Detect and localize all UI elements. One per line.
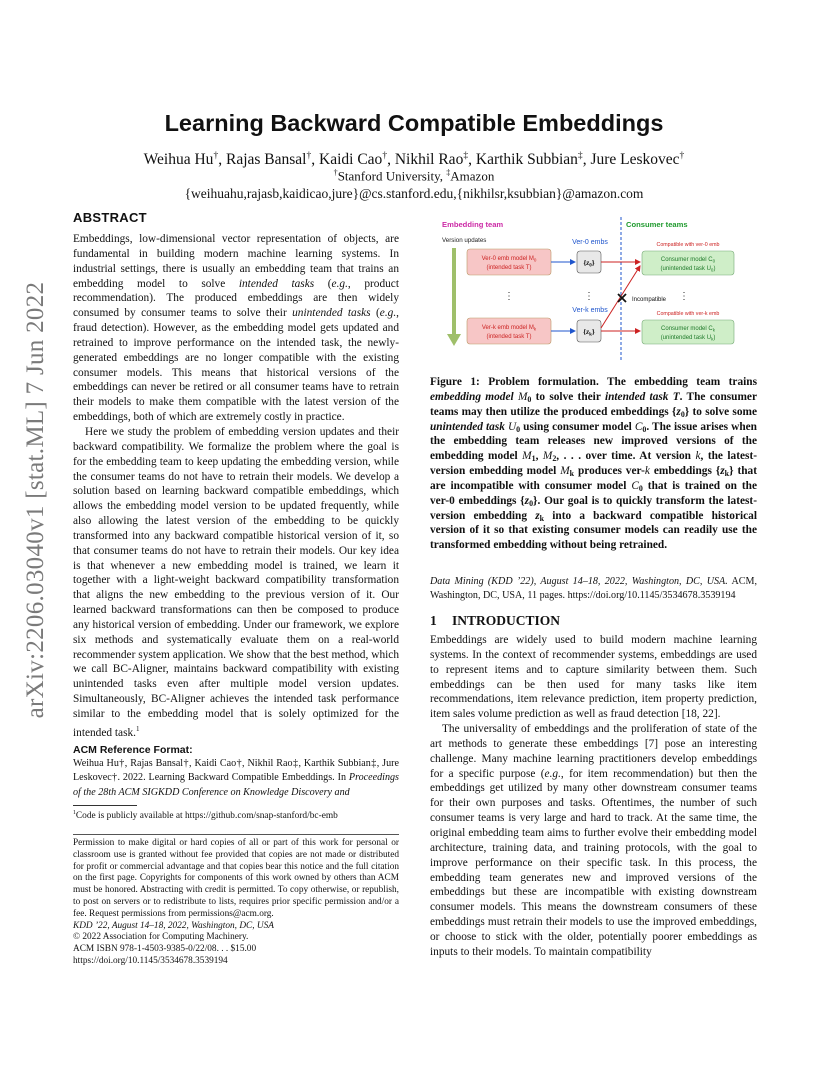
- italic-text: C: [634, 420, 643, 433]
- italic-text: z: [535, 509, 540, 522]
- author: Karthik Subbian: [475, 151, 578, 169]
- figure-caption: [430, 375, 757, 553]
- italic-text: Data Mining (KDD ’22), August 14–18, 2022, Washington, DC, USA.: [430, 576, 728, 587]
- z0-label: $\{z_0\}$: [583, 258, 595, 269]
- ver0-model-box: [467, 249, 551, 275]
- version-arrow-head: [447, 334, 461, 346]
- permission-line: [73, 956, 399, 968]
- subscript: 1: [531, 454, 536, 464]
- permission-rule: [73, 834, 399, 835]
- affiliation: Amazon: [450, 168, 495, 184]
- text-run: ACM ISBN 978-1-4503-9385-0/22/08. . . $15.00: [73, 944, 257, 955]
- footnote-text: Code is publicly available at https://github.com/snap-stanford/bc-emb: [75, 811, 338, 822]
- text-run: Figure 1: Problem formulation. The embedding team trains: [430, 376, 757, 388]
- permission-block: [73, 838, 399, 968]
- arxiv-id: arXiv:2206.03040v1 [stat.ML] 7 Jun 2022: [22, 281, 49, 719]
- italic-text: U: [507, 420, 517, 433]
- consumerk-label: Consumer model $C_k$: [661, 326, 715, 333]
- text-run: ACM, Washington, DC, USA, 11 pages. https://doi.org/10.1145/3534678.3539194: [430, 576, 757, 602]
- text-run: Permission to make digital or hard copies of all or part of this work for personal or classroom use is granted without fee provided that copies are not made or distributed for profit or commercial advantage and that copies bear this notice and the full citation on the first page. Copyrights for components of this work owned by others than ACM must be honored. Abstracting with credit is permitted. To copy otherwise, or republish, to post on servers or to redistribute to lists, requires prior specific permission and/or a fee. Request permissions from permissions@acm.org.: [73, 838, 399, 919]
- abstract-paragraph: [73, 232, 399, 425]
- italic-text: KDD ’22, August 14–18, 2022, Washington, DC, USA: [73, 920, 274, 931]
- text-run: The universality of embeddings and the proliferation of state of the art methods to generate these embeddings [7] pose an interesting challenge. Many machine learning practitioners develop embeddings for a specific purpose (: [430, 723, 757, 780]
- italic-text: k: [644, 465, 650, 478]
- subscript: 0: [527, 394, 532, 404]
- italic-text: z: [524, 494, 530, 507]
- text-run: , the latest-version embedding model: [430, 450, 758, 478]
- abstract-body: [73, 232, 399, 740]
- text-run: }. Our goal is to quickly transform the latest-version embedding: [430, 494, 757, 522]
- italic-text: k: [695, 450, 701, 463]
- text-run: ,: [535, 450, 543, 463]
- consumer-teams-label: Consumer teams: [626, 220, 688, 229]
- text-run: using consumer model: [520, 420, 635, 433]
- affiliation: Stanford University,: [337, 168, 447, 184]
- author: Kaidi Cao: [319, 151, 383, 169]
- abstract-heading: ABSTRACT: [73, 210, 147, 225]
- italic-text: z: [676, 405, 681, 418]
- zk-label: $\{z_k\}$: [583, 327, 595, 338]
- text-run: to solve their: [531, 390, 605, 403]
- acm-ref-venue: Proceedings of the 28th ACM SIGKDD Conference on Knowledge Discovery and: [73, 772, 399, 798]
- author-list: Weihua Hu†, Rajas Bansal†, Kaidi Cao†, Nikhil Rao‡, Karthik Subbian‡, Jure Leskovec†: [143, 150, 685, 169]
- affil-mark: †: [333, 168, 338, 177]
- arxiv-stamp: [6, 281, 66, 719]
- subscript: k: [569, 469, 575, 479]
- author-mark: †: [213, 150, 219, 161]
- italic-text: C: [631, 479, 639, 492]
- text-run: © 2022 Association for Computing Machinery.: [73, 932, 249, 943]
- text-run: Embeddings, low-dimensional vector representation of objects, are fundamental in building modern machine learning systems. In industrial settings, there is usually an embedding team that trains an embedding model to solve: [73, 233, 399, 290]
- permission-line: [73, 838, 399, 921]
- subscript: 0: [516, 424, 521, 434]
- section-number: 1: [430, 613, 437, 628]
- italic-text: unintended task: [430, 420, 508, 433]
- verk-model-label: Ver-k emb model $M_k$: [481, 325, 537, 332]
- subscript: 2: [552, 454, 557, 464]
- ver0-embs-label: Ver-0 embs: [572, 239, 608, 246]
- italic-text: intended task T: [604, 390, 680, 403]
- subscript: 0: [638, 483, 643, 493]
- footnote: [73, 810, 399, 821]
- italic-text: M: [542, 450, 553, 463]
- text-run: } that are incompatible with consumer model: [430, 465, 757, 492]
- affil-mark: ‡: [446, 168, 451, 177]
- subscript: 0: [680, 409, 685, 419]
- compat-verk-label: Compatible with ver-k emb: [656, 311, 720, 317]
- text-run: } to solve some: [684, 405, 757, 418]
- intro-paragraph: Embeddings are widely used to build modern machine learning systems. In the context of recommender systems, embeddings are used to represent items and to capture similarity between them. Such embeddings can be then used for many tasks like item recommendations, item relevance prediction, item property prediction, item sales volume prediction as well as fraud detection [18, 22].: [430, 634, 757, 721]
- abstract-paragraph: [73, 425, 399, 741]
- author-mark: †: [679, 150, 685, 161]
- italic-text: M: [560, 465, 570, 478]
- italic-text: z: [720, 465, 725, 478]
- affiliations: [0, 168, 828, 184]
- author-mark: ‡: [463, 150, 469, 161]
- text-run: produces ver-: [574, 465, 645, 478]
- intro-body: [430, 633, 757, 960]
- text-run: . The issue arises when the embedding team releases new improved versions of the embedding model: [430, 420, 757, 463]
- author-mark: ‡: [577, 150, 583, 161]
- subscript: 0: [529, 498, 534, 508]
- text-run: (: [314, 277, 332, 290]
- text-run: , . . . over time. At version: [556, 450, 696, 463]
- paper-title: Learning Backward Compatible Embeddings: [164, 110, 664, 136]
- text-run: https://doi.org/10.1145/3534678.3539194: [73, 955, 228, 966]
- subscript: k: [724, 469, 730, 479]
- italic-text: M: [517, 390, 528, 403]
- ellipsis: ⋮: [584, 291, 594, 302]
- author-mark: †: [306, 150, 312, 161]
- acm-ref-heading: ACM Reference Format:: [73, 744, 193, 756]
- footnote-rule: [73, 805, 137, 806]
- consumerk-task: (unintended task $U_k$): [660, 335, 716, 342]
- text-run: (: [370, 307, 380, 320]
- ver0-model-task: (intended task T): [486, 265, 532, 271]
- author: Weihua Hu: [143, 151, 214, 169]
- venue-line: [430, 575, 757, 604]
- italic-text: e.g.: [331, 277, 348, 290]
- footnote-mark: 1: [73, 810, 76, 816]
- text-run: , product recommendation). The produced embeddings are then widely consumed by consumer teams to solve their: [73, 277, 399, 320]
- ellipsis: ⋮: [679, 291, 689, 302]
- incompatible-label: Incompatible: [632, 297, 667, 303]
- author: Nikhil Rao: [394, 151, 464, 169]
- italic-text: embedding model: [430, 390, 518, 403]
- subscript: 0: [642, 424, 647, 434]
- ver0-model-label: Ver-0 emb model $M_0$: [481, 256, 537, 263]
- author-mark: †: [382, 150, 388, 161]
- embedding-team-label: Embedding team: [442, 220, 504, 229]
- text-run: that is trained on the ver-0 embeddings {: [430, 479, 757, 507]
- italic-text: M: [522, 450, 532, 463]
- version-updates-label: Version updates: [442, 237, 487, 244]
- intro-paragraph: [430, 722, 757, 960]
- acm-ref: [73, 757, 399, 800]
- author: Jure Leskovec: [590, 151, 680, 169]
- verk-embs-label: Ver-k embs: [572, 307, 608, 314]
- consumer0-task: (unintended task $U_0$): [660, 266, 716, 273]
- verk-model-box: [467, 318, 551, 344]
- compat-ver0-label: Compatible with ver-0 emb: [656, 242, 720, 248]
- ellipsis: ⋮: [504, 291, 514, 302]
- author-emails: {weihuahu,rajasb,kaidicao,jure}@cs.stanford.edu,{nikhilsr,ksubbian}@amazon.com: [184, 186, 644, 201]
- consumer0-label: Consumer model $C_0$: [660, 257, 716, 264]
- text-run: into a backward compatible historical version of it so that existing consumer models can readily use the transformed embedding without being retrained.: [430, 509, 757, 552]
- italic-text: intended tasks: [238, 277, 315, 290]
- italic-text: unintended tasks: [292, 307, 371, 320]
- text-run: embeddings {: [649, 465, 721, 478]
- abstract-text: Here we study the problem of embedding version updates and their backward compatibility. We formalize the problem where the goal is for the embedding team to keep updating the embedding version, while the consumer teams do not have to retrain their models. We develop a solution based on learning backward compatible embeddings, which allows the embedding model version to be updated frequently, while also allowing the latest version of the embedding to be quickly transformed into any backward compatible historical version of it, so that consumer teams do not have to retrain their models. Our key idea is that whenever a new embedding model is trained, we learn it together with a light-weight backward compatibility transformation that aligns the new embedding to the previous version of it. Our learned backward transformations can then be composed to produce any historical version of embedding. Under our framework, we explore six methods and systematically evaluate them on a real-world recommender system application. We show that the best method, which we call BC-Aligner, maintains backward compatibility with existing unintended tasks even after multiple model version updates. Simultaneously, BC-Aligner achieves the intended task performance similar to the embedding model that is solely optimized for the intended task.: [73, 425, 399, 739]
- subscript: k: [539, 513, 545, 523]
- permission-line: [73, 944, 399, 956]
- section-title: INTRODUCTION: [452, 613, 561, 628]
- text-run: , fraud detection). However, as the embedding model gets updated and retrained to improve performance on the intended task, the newly-generated embeddings are no longer compatible with the existing consumer models. This means that historical versions of the embeddings can never be retired or all consumer teams have to retrain their models to make them compatible with the latest version of the embeddings, both of which are extremely costly in practice.: [73, 307, 400, 424]
- text-run: . The consumer teams may then utilize the produced embeddings {: [430, 390, 757, 418]
- figure-1: [440, 216, 756, 362]
- permission-line: [73, 921, 399, 933]
- author: Rajas Bansal: [225, 151, 307, 169]
- permission-line: [73, 932, 399, 944]
- acm-ref-authors: Weihua Hu†, Rajas Bansal†, Kaidi Cao†, Nikhil Rao‡, Karthik Subbian‡, Jure Leskovec†. 2022. Learning Backward Compatible Embeddings. In: [73, 758, 399, 784]
- italic-text: e.g.: [544, 767, 561, 780]
- version-arrow-shaft: [452, 248, 456, 334]
- text-run: , for item recommendation) but then the embeddings get utilized by many other downstream consumer teams for their own purposes and tasks. Oftentimes, the number of such consumer teams is very large and hard to track. At the same time, the original embedding team aims to further evolve their embedding model architecture, training data, and training protocols, with the goal to improve performance on their specific task. In this process, the embedding team generates new and improved versions of the embeddings but these are incompatible with existing downstream consumer models. This means the downstream consumers of these embeddings must retrain their models to use the improved embeddings, or choose to stick with the older, potentially poorer embeddings as inputs to their models. To maintain compatibility: [430, 767, 757, 958]
- verk-model-task: (intended task T): [486, 334, 532, 340]
- italic-text: e.g.: [379, 307, 397, 320]
- footnote-mark: 1: [136, 724, 140, 733]
- section-heading: [430, 613, 560, 629]
